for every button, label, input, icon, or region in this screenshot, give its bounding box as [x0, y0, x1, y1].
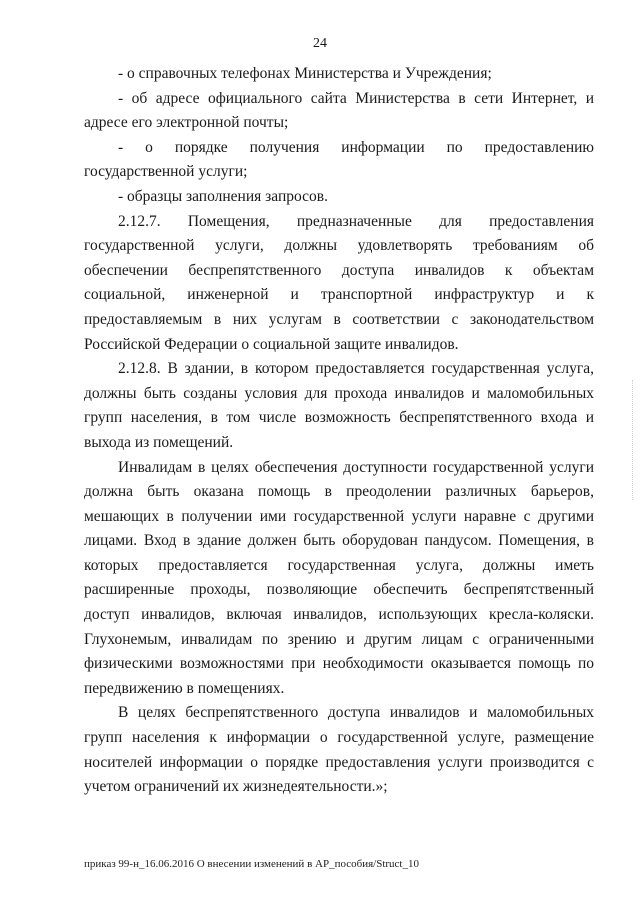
paragraph-info-phones: - о справочных телефонах Министерства и Учреждения;	[118, 65, 492, 82]
paragraph-2-12-7: 2.12.7. Помещения, предназначенные для предоставления государственной услуги, должны удовлетворять требованиям об обеспечении беспрепятственного доступа инвалидов к объектам социальной, инженерной и транспортной инфраструктур и к предоставляемым в них услугам в соответствии с законодательством Российской Федерации о социальной защите инвалидов.	[84, 212, 594, 353]
page-number: 24	[313, 36, 327, 51]
scan-artifact	[632, 380, 634, 500]
paragraph-request-samples: - образцы заполнения запросов.	[118, 187, 328, 205]
paragraph-info-procedure: - о порядке получения информации по предоставлению государственной услуги;	[84, 138, 594, 181]
document-body	[84, 62, 594, 800]
paragraph-information-access: В целях беспрепятственного доступа инвалидов и маломобильных групп населения к информации о государственной услуге, размещение носителей информации о порядке предоставления услуги производится с учетом ограничений их жизнедеятельности.»;	[84, 704, 594, 796]
paragraph-info-website: - об адресе официального сайта Министерства в сети Интернет, и адресе его электронной почты;	[84, 89, 594, 132]
paragraph-assistance: Инвалидам в целях обеспечения доступности государственной услуги должна быть оказана помощь в преодолении различных барьеров, мешающих в получении ими государственной услуги наравне с другими лицами. Вход в здание должен быть оборудован пандусом. Помещения, в которых предоставляется государственная услуга, должны иметь расширенные проходы, позволяющие обеспечить беспрепятственный доступ инвалидов, включая инвалидов, использующих кресла-коляски. Глухонемым, инвалидам по зрению и другим лицам с ограниченными физическими возможностями при необходимости оказывается помощь по передвижению в помещениях.	[84, 458, 594, 697]
paragraph-2-12-8: 2.12.8. В здании, в котором предоставляется государственная услуга, должны быть созданы условия для прохода инвалидов и маломобильных групп населения, в том числе возможность беспрепятственного входа и выхода из помещений.	[84, 360, 594, 451]
document-footer: приказ 99-н_16.06.2016 О внесении изменений в АР_пособия/Struct_10	[84, 858, 419, 870]
